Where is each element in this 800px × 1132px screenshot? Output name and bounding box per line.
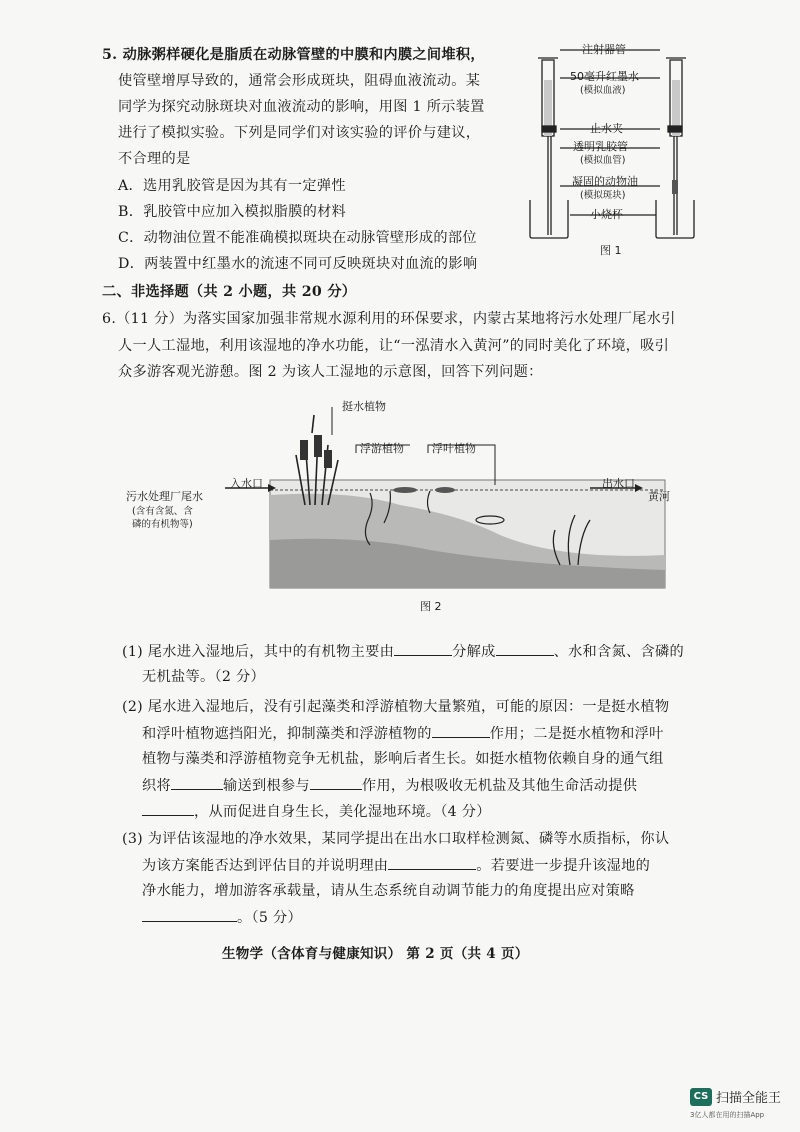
q6-stem-line2: 人一人工湿地，利用该湿地的净水功能，让“一泓清水入黄河”的同时美化了环境，吸引 xyxy=(118,338,670,354)
q6-sub3-line3: 净水能力，增加游客承载量，请从生态系统自动调节能力的角度提出应对策略 xyxy=(142,883,635,899)
scanner-logo-icon: CS xyxy=(690,1088,712,1106)
fig2-label-source-sub1: (含有含氮、含 xyxy=(132,506,193,517)
fig2-label-floatleaf: 浮叶植物 xyxy=(432,442,476,455)
fig2-label-emergent: 挺水植物 xyxy=(342,400,386,413)
q6-sub1-text-c: 、水和含氮、含磷的 xyxy=(553,644,684,660)
fig2-label-source: 污水处理厂尾水 xyxy=(126,490,203,503)
q6-sub2-line1: (2) 尾水进入湿地后，没有引起藻类和浮游植物大量繁殖，可能的原因：一是挺水植物 xyxy=(122,699,670,715)
q6-stem-line3: 众多游客观光游憩。图 2 为该人工湿地的示意图，回答下列问题： xyxy=(118,364,543,380)
q6-sub1-blank-1[interactable] xyxy=(394,641,452,656)
fig2-label-inlet: 入水口 xyxy=(230,477,263,490)
q5-option-b: B．乳胶管中应加入模拟脂膜的材料 xyxy=(118,204,347,220)
q6-sub3-text-l4: 。（5 分） xyxy=(237,910,302,926)
fig1-label-cup: 小烧杯 xyxy=(590,208,623,221)
fig1-label-tube-sub: (模拟血管) xyxy=(580,155,626,166)
q6-sub3-text-l2a: 为该方案能否达到评估目的并说明理由 xyxy=(142,858,389,874)
page-footer: 生物学（含体育与健康知识） 第 2 页（共 4 页） xyxy=(222,946,529,962)
q6-sub2-text-l2a: 和浮叶植物遮挡阳光，抑制藻类和浮游植物的 xyxy=(142,726,432,742)
fig2-caption: 图 2 xyxy=(420,600,442,613)
fig1-label-oil: 凝固的动物油 xyxy=(572,175,638,188)
q6-sub2-text-l4c: 作用，为根吸收无机盐及其他生命活动提供 xyxy=(361,778,638,794)
q6-sub3-text-l2b: 。若要进一步提升该湿地的 xyxy=(476,858,651,874)
fig1-label-oil-sub: (模拟斑块) xyxy=(580,190,626,201)
q6-sub1-text-b: 分解成 xyxy=(452,644,496,660)
fig1-caption: 图 1 xyxy=(600,244,622,257)
q6-sub2-blank-1[interactable] xyxy=(432,723,490,738)
q6-sub2-text-l4b: 输送到根参与 xyxy=(222,778,310,794)
q6-sub3-line4 xyxy=(142,907,302,928)
q5-option-a: A．选用乳胶管是因为其有一定弹性 xyxy=(118,178,346,194)
scanner-app-name: 扫描全能王 xyxy=(716,1091,782,1106)
q6-sub2-blank-2[interactable] xyxy=(171,775,223,790)
q5-option-d: D．两装置中红墨水的流速不同可反映斑块对血流的影响 xyxy=(118,256,478,272)
q6-sub2-text-l2b: 作用；二是挺水植物和浮叶 xyxy=(489,726,664,742)
q5-stem-line4: 进行了模拟实验。下列是同学们对该实验的评价与建议， xyxy=(118,125,481,141)
fig2-label-river: 黄河 xyxy=(648,490,670,503)
q6-sub2-blank-3[interactable] xyxy=(310,775,362,790)
fig2-label-floating: 浮游植物 xyxy=(360,442,404,455)
fig2-label-outlet: 出水口 xyxy=(602,477,635,490)
q5-option-c: C．动物油位置不能准确模拟斑块在动脉管壁形成的部位 xyxy=(118,230,477,246)
fig1-label-clip: 止水夹 xyxy=(590,122,623,135)
q6-sub1-line2: 无机盐等。（2 分） xyxy=(142,669,265,685)
q6-sub2-line2 xyxy=(142,723,664,744)
q6-sub1-text-a: (1) 尾水进入湿地后，其中的有机物主要由 xyxy=(122,644,395,660)
q6-sub2-line3: 植物与藻类和浮游植物竞争无机盐，影响后者生长。如挺水植物依赖自身的通气组 xyxy=(142,751,664,767)
fig2-label-source-sub2: 磷的有机物等) xyxy=(132,519,193,530)
q6-sub3-line2 xyxy=(142,855,650,876)
q6-sub2-line4 xyxy=(142,775,637,796)
q6-sub2-line5 xyxy=(142,801,491,822)
fig1-label-tube: 透明乳胶管 xyxy=(573,140,628,153)
q5-stem-line1: 5. 动脉粥样硬化是脂质在动脉管壁的中膜和内膜之间堆积， xyxy=(102,47,485,63)
scanner-app-tagline: 3亿人都在用的扫描App xyxy=(690,1111,765,1119)
q6-sub3-line1: (3) 为评估该湿地的净水效果，某同学提出在出水口取样检测氮、磷等水质指标，你认 xyxy=(122,831,670,847)
q6-stem-line1: 6.（11 分）为落实国家加强非常规水源利用的环保要求，内蒙古某地将污水处理厂尾水引 xyxy=(102,311,676,327)
fig1-label-syringe: 注射器管 xyxy=(582,43,626,56)
q6-sub3-blank-2[interactable] xyxy=(142,907,237,922)
q6-sub2-text-l5: ，从而促进自身生长，美化湿地环境。（4 分） xyxy=(194,804,491,820)
q5-stem-line3: 同学为探究动脉斑块对血液流动的影响，用图 1 所示装置 xyxy=(118,99,485,115)
q6-sub2-text-l4a: 织将 xyxy=(142,778,171,794)
q5-stem-line2: 使管壁增厚导致的，通常会形成斑块，阻碍血液流动。某 xyxy=(118,73,481,89)
section-2-heading: 二、非选择题（共 2 小题，共 20 分） xyxy=(102,284,357,300)
fig1-label-ink: 50毫升红墨水 xyxy=(570,70,639,83)
q6-sub2-blank-4[interactable] xyxy=(142,801,194,816)
fig1-label-ink-sub: (模拟血液) xyxy=(580,85,626,96)
q6-sub1-line1 xyxy=(122,641,684,662)
q6-sub3-blank-1[interactable] xyxy=(388,855,476,870)
q5-stem-line5: 不合理的是 xyxy=(118,151,191,167)
q6-sub1-blank-2[interactable] xyxy=(496,641,554,656)
